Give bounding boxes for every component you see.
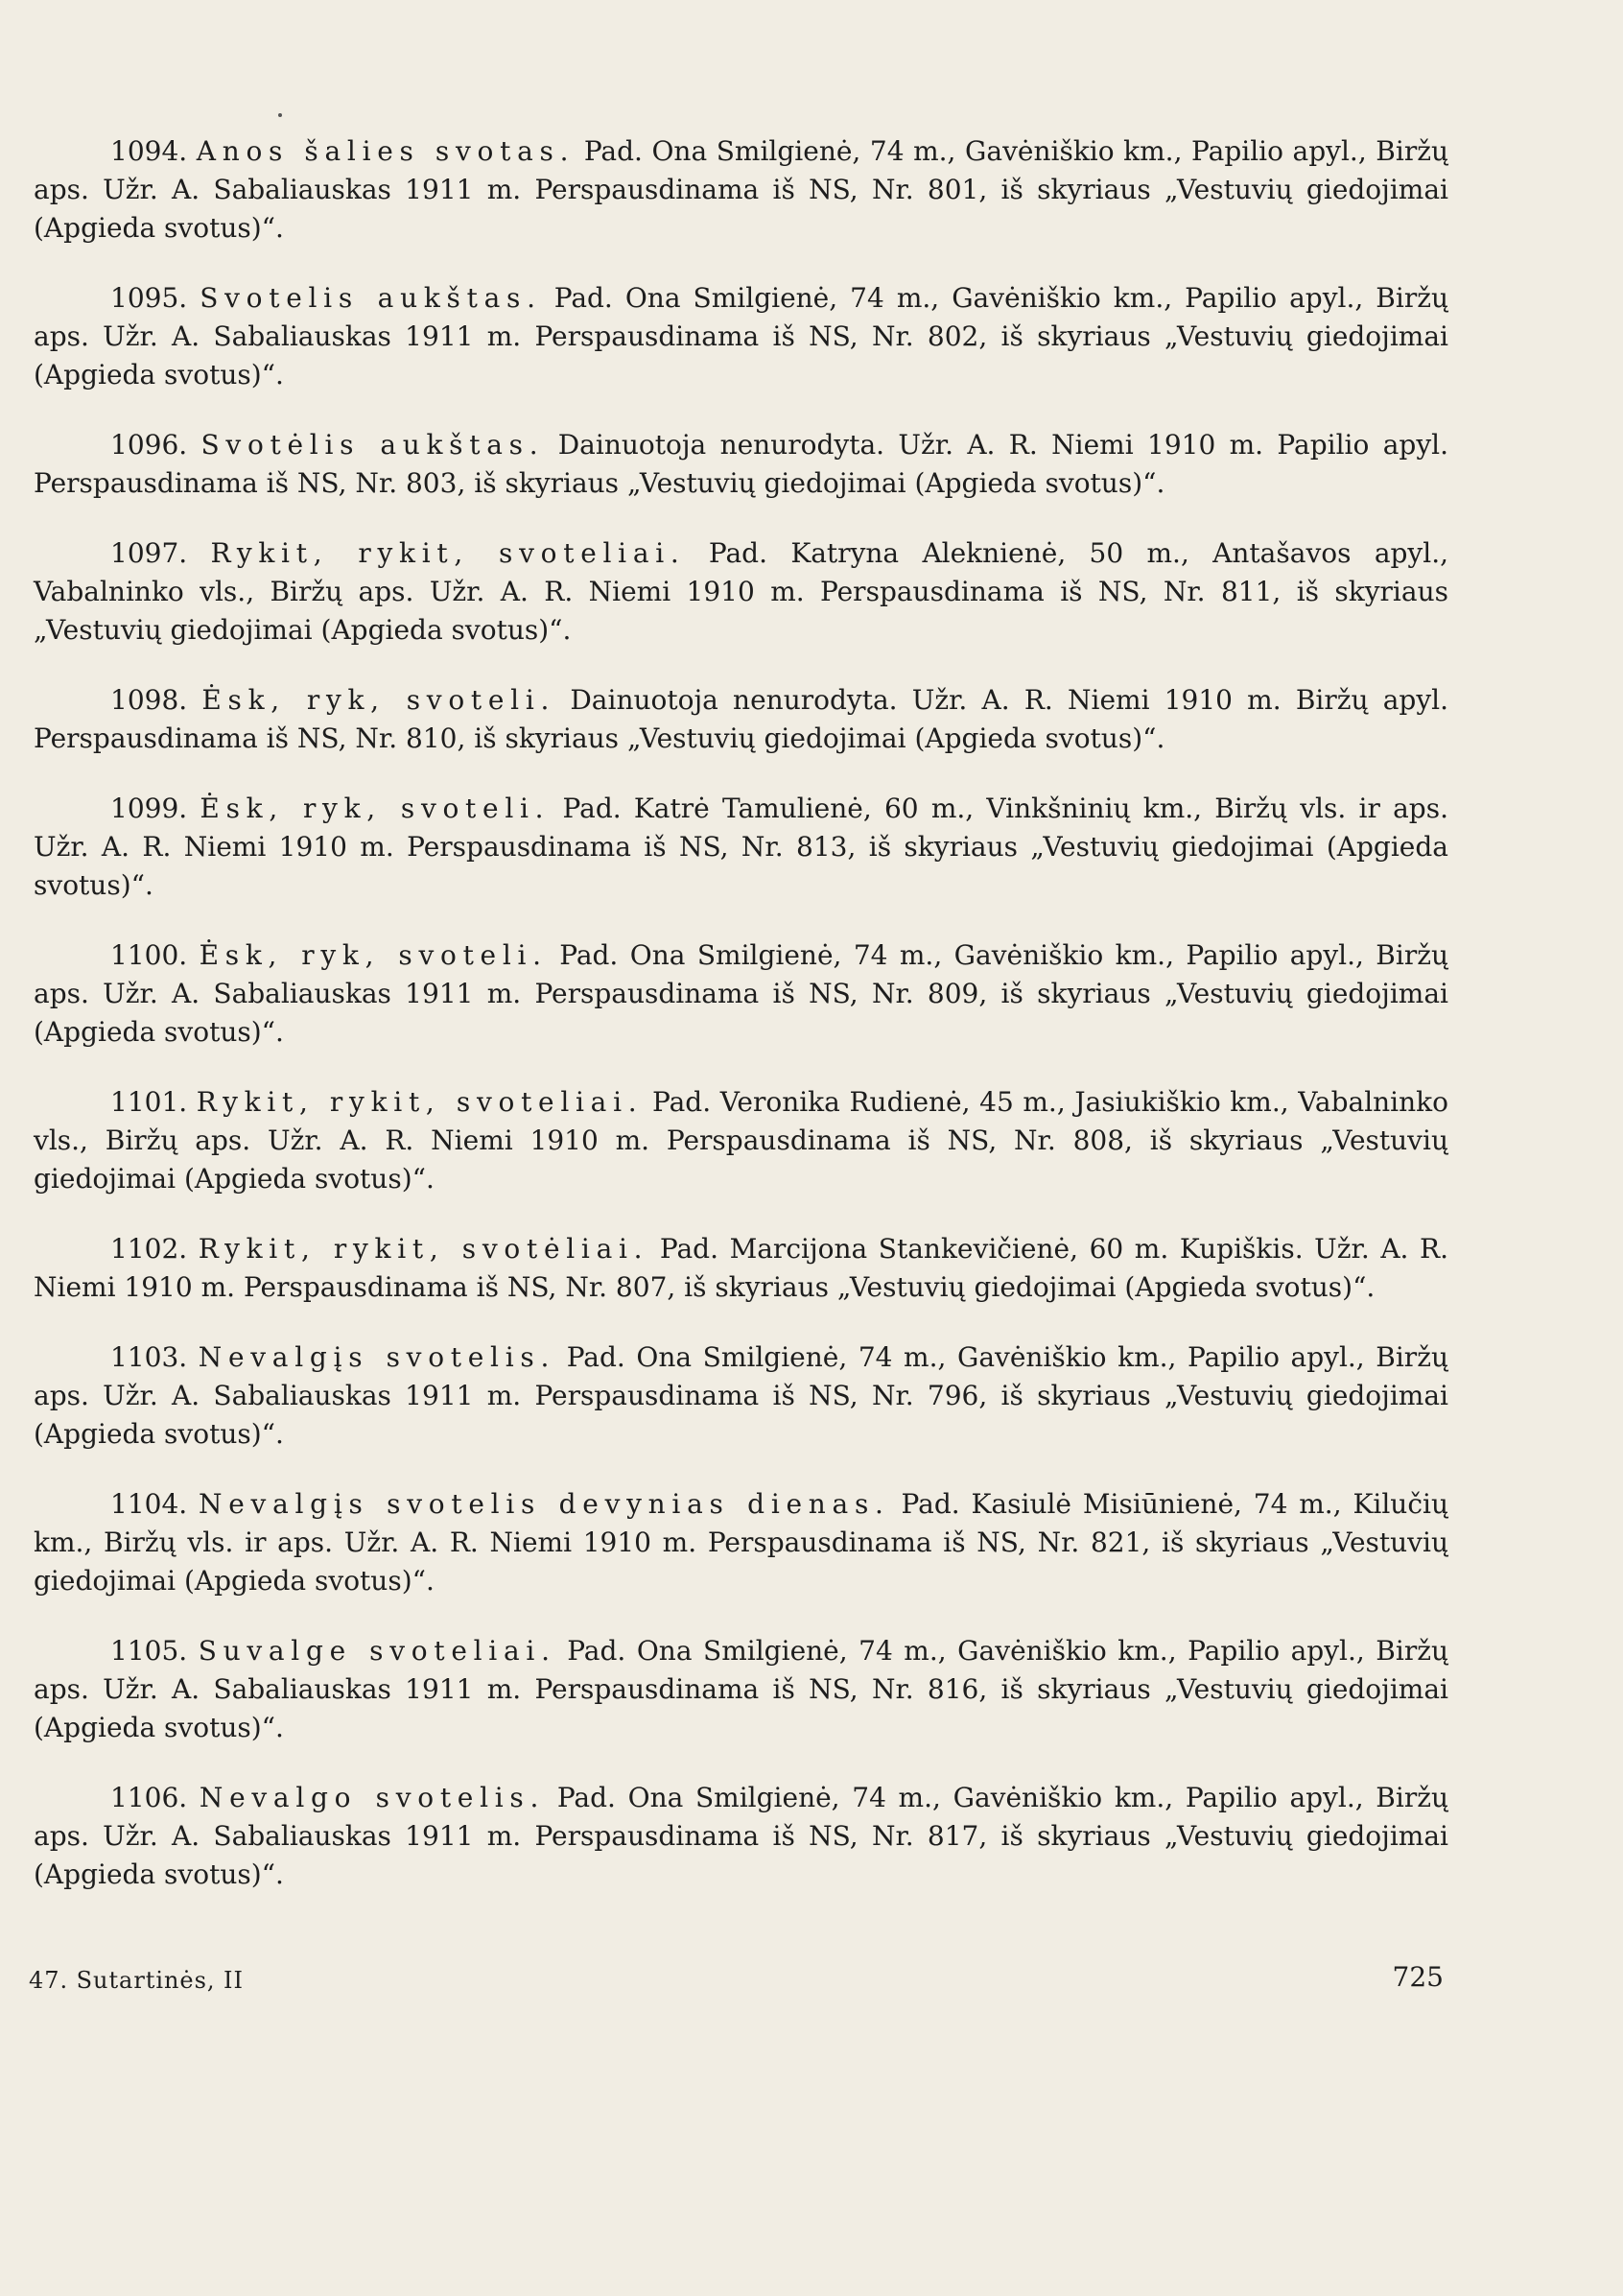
entry-title: Nevalgįs svotelis.: [198, 1341, 556, 1373]
entry-number: 1101.: [110, 1086, 188, 1118]
entry-1096: [34, 426, 1448, 503]
entry-1103: [34, 1338, 1448, 1454]
entry-number: 1106.: [110, 1782, 188, 1813]
entry-body: Pad. Ona Smilgienė, 74 m., Gavėniškio km., Papilio apyl., Biržų aps. Užr. A. Sabaliauskas 1911 m. Perspausdinama iš NS, Nr. 802, iš skyriaus „Vestuvių giedojimai (Apgieda svotus)“.: [34, 282, 1448, 391]
printer-signature: 47. Sutartinės, II: [29, 1967, 244, 1994]
entry-title: Anos šalies svotas.: [196, 135, 576, 167]
entry-body: Pad. Marcijona Stankevičienė, 60 m. Kupiškis. Užr. A. R. Niemi 1910 m. Perspausdinama iš NS, Nr. 807, iš skyriaus „Vestuvių giedojimai (Apgieda svotus)“.: [34, 1233, 1449, 1303]
entry-body: Pad. Ona Smilgienė, 74 m., Gavėniškio km., Papilio apyl., Biržų aps. Užr. A. Sabaliauskas 1911 m. Perspausdinama iš NS, Nr. 801, iš skyriaus „Vestuvių giedojimai (Apgieda svotus)“.: [34, 135, 1449, 244]
entry-body: Pad. Katrė Tamulienė, 60 m., Vinkšninių km., Biržų vls. ir aps. Užr. A. R. Niemi 1910 m. Perspausdinama iš NS, Nr. 813, iš skyriaus „Vestuvių giedojimai (Apgieda svotus)“.: [34, 793, 1448, 901]
entry-number: 1102.: [110, 1233, 188, 1265]
entry-title: Ėsk, ryk, svoteli.: [200, 793, 551, 824]
entry-body: Dainuotoja nenurodyta. Užr. A. R. Niemi 1910 m. Papilio apyl. Perspausdinama iš NS, Nr. 803, iš skyriaus „Vestuvių giedojimai (Apgieda svotus)“.: [34, 429, 1448, 499]
entry-body: Pad. Ona Smilgienė, 74 m., Gavėniškio km., Papilio apyl., Biržų aps. Užr. A. Sabaliauskas 1911 m. Perspausdinama iš NS, Nr. 816, iš skyriaus „Vestuvių giedojimai (Apgieda svotus)“.: [34, 1635, 1448, 1743]
entry-body: Pad. Katryna Aleknienė, 50 m., Antašavos apyl., Vabalninko vls., Biržų aps. Užr. A. R. Niemi 1910 m. Perspausdinama iš NS, Nr. 811, iš skyriaus „Vestuvių giedojimai (Apgieda svotus)“.: [34, 537, 1449, 646]
entry-number: 1105.: [110, 1635, 188, 1667]
entry-body: Pad. Ona Smilgienė, 74 m., Gavėniškio km., Papilio apyl., Biržų aps. Užr. A. Sabaliauskas 1911 m. Perspausdinama iš NS, Nr. 817, iš skyriaus „Vestuvių giedojimai (Apgieda svotus)“.: [34, 1782, 1449, 1890]
entry-title: Svotėlis aukštas.: [200, 429, 545, 461]
entry-number: 1098.: [110, 684, 188, 716]
entry-number: 1100.: [110, 939, 188, 971]
entry-title: Rykit, rykit, svotėliai.: [198, 1233, 649, 1265]
print-speck: [278, 113, 282, 117]
entry-1102: [34, 1230, 1448, 1307]
entry-body: Pad. Kasiulė Misiūnienė, 74 m., Kilučių km., Biržų vls. ir aps. Užr. A. R. Niemi 1910 m. Perspausdinama iš NS, Nr. 821, iš skyriaus „Vestuvių giedojimai (Apgieda svotus)“.: [34, 1488, 1449, 1597]
entry-1099: [34, 790, 1448, 905]
entry-1101: [34, 1083, 1448, 1198]
entry-body: Dainuotoja nenurodyta. Užr. A. R. Niemi 1910 m. Biržų apyl. Perspausdinama iš NS, Nr. 810, iš skyriaus „Vestuvių giedojimai (Apgieda svotus)“.: [34, 684, 1449, 754]
entry-title: Rykit, rykit, svoteliai.: [210, 537, 686, 569]
entry-number: 1095.: [110, 282, 188, 314]
entry-body: Pad. Ona Smilgienė, 74 m., Gavėniškio km., Papilio apyl., Biržų aps. Užr. A. Sabaliauskas 1911 m. Perspausdinama iš NS, Nr. 809, iš skyriaus „Vestuvių giedojimai (Apgieda svotus)“.: [34, 939, 1449, 1048]
entry-1094: [34, 132, 1448, 248]
entry-title: Suvalge svoteliai.: [198, 1635, 556, 1667]
entry-title: Nevalgo svotelis.: [199, 1782, 546, 1813]
entry-body: Pad. Ona Smilgienė, 74 m., Gavėniškio km., Papilio apyl., Biržų aps. Užr. A. Sabaliauskas 1911 m. Perspausdinama iš NS, Nr. 796, iš skyriaus „Vestuvių giedojimai (Apgieda svotus)“.: [34, 1341, 1448, 1450]
page-number: 725: [1392, 1961, 1444, 1993]
entry-number: 1104.: [110, 1488, 188, 1520]
entries-list: [34, 132, 1448, 1926]
entry-title: Nevalgįs svotelis devynias dienas.: [199, 1488, 890, 1520]
entry-1105: [34, 1632, 1448, 1747]
entry-1098: [34, 681, 1448, 758]
entry-title: Rykit, rykit, svoteliai.: [196, 1086, 644, 1118]
page-footer: [29, 1961, 1444, 2005]
entry-title: Ėsk, ryk, svoteli.: [199, 939, 548, 971]
entry-number: 1097.: [110, 537, 188, 569]
entry-number: 1099.: [110, 793, 188, 824]
entry-1097: [34, 534, 1448, 650]
entry-title: Svotelis aukštas.: [200, 282, 542, 314]
entry-1106: [34, 1779, 1448, 1894]
entry-1104: [34, 1485, 1448, 1600]
entry-1100: [34, 936, 1448, 1052]
entry-body: Pad. Veronika Rudienė, 45 m., Jasiukiškio km., Vabalninko vls., Biržų aps. Užr. A. R. Niemi 1910 m. Perspausdinama iš NS, Nr. 808, iš skyriaus „Vestuvių giedojimai (Apgieda svotus)“.: [34, 1086, 1448, 1195]
entry-number: 1094.: [110, 135, 188, 167]
entry-title: Ėsk, ryk, svoteli.: [201, 684, 556, 716]
entry-number: 1103.: [110, 1341, 188, 1373]
entry-1095: [34, 279, 1448, 394]
entry-number: 1096.: [110, 429, 188, 461]
